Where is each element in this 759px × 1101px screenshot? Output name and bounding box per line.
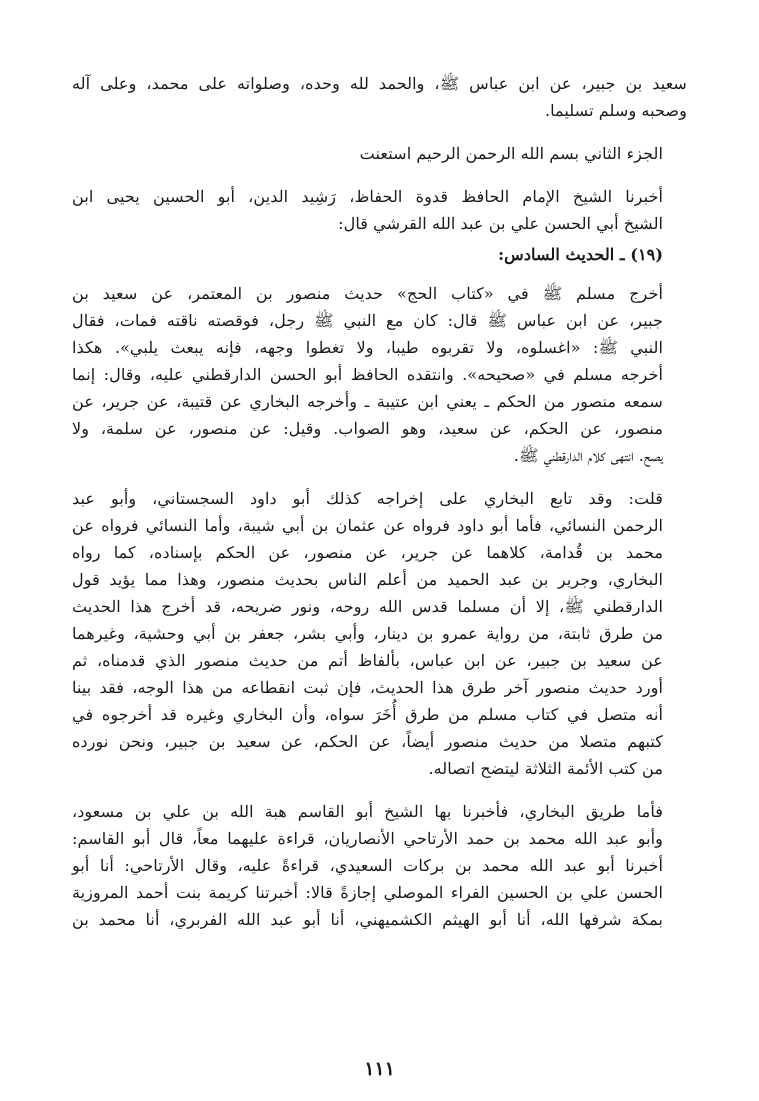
paragraph-isnad-intro [72, 183, 687, 237]
text-line: محمد بن قُدامة، كلاهما عن جرير، عن منصور، عن الحكم بإسناده، كما رواه [72, 543, 663, 562]
text-line: كتبهم متصلا من حديث منصور أيضاً، عن الحكم، عن سعيد بن جبير، ونحن نورده [72, 732, 663, 751]
text-line: الشيخ أبي الحسن علي بن عبد الله القرشي قال: [338, 214, 663, 233]
text-line: فأما طريق البخاري، فأخبرنا بها الشيخ أبو القاسم هبة الله بن علي بن مسعود، [72, 802, 663, 821]
paragraph-hadith-text [72, 280, 687, 469]
text-line: أخرجه مسلم في «صحيحه». وانتقده الحافظ أبو الحسن الدارقطني عليه، وقال: إنما [72, 365, 663, 384]
text-line: وأبو عبد الله محمد بن حمد الأرتاحي الأنصاريان، قراءة عليهما معاً، قال أبو القاسم: [72, 829, 663, 848]
text-line: سعيد بن جبير، عن ابن عباس ﷺ، والحمد لله وحده، وصلواته على محمد، وعلى آله [72, 74, 687, 93]
text-line: بمكة شرفها الله، أنا أبو الهيثم الكشميهني، أنا أبو عبد الله الفربري، أنا محمد بن [72, 910, 663, 929]
text-line: قلت: وقد تابع البخاري على إخراجه كذلك أبو داود السجستاني، وأبو عبد [72, 489, 663, 508]
text-line: سمعه منصور من الحكم ـ يعني ابن عتيبة ـ وأخرجه البخاري عن قتيبة، عن جرير، عن [72, 392, 663, 411]
text-line: أنه متصل في كتاب مسلم من طرق أُخَرَ سواه، وأن البخاري وغيره قد أخرجوه في [72, 705, 663, 724]
text-line: النبي ﷺ: «اغسلوه، ولا تقربوه طيبا، ولا تغطوا وجهه، فإنه يبعث يلبي». هكذا [72, 338, 663, 357]
text-line: الدارقطني ﷺ، إلا أن مسلما قدس الله روحه، ونور ضريحه، قد أخرج هذا الحديث [72, 597, 663, 616]
text-line: الحسن علي بن الحسين الفراء الموصلي إجازةً قالا: أخبرتنا كريمة بنت أحمد المروزية [72, 883, 663, 902]
text-line: أخرج مسلم ﷺ في «كتاب الحج» حديث منصور بن المعتمر، عن سعيد بن [72, 284, 663, 303]
text-line: من كتب الأئمة الثلاثة ليتضح اتصاله. [428, 759, 663, 778]
page-number: ١١١ [364, 1058, 395, 1080]
paragraph-part-two-basmala [72, 140, 687, 167]
text-line: الرحمن النسائي، فأما أبو داود فرواه عن عثمان بن أبي شيبة، وأما النسائي فرواه عن [72, 516, 663, 535]
text-line: أخبرنا الشيخ الإمام الحافظ قدوة الحفاظ، رَشِيد الدين، أبو الحسين يحيى ابن [72, 187, 663, 206]
paragraph-bukhari-chain [72, 798, 687, 933]
hadith-heading-text: (١٩) ـ الحديث السادس: [498, 245, 663, 264]
text-line: عن سعيد بن جبير، عن ابن عباس، بألفاظ أتم من حديث منصور الذي قدمناه، ثم [72, 651, 663, 670]
page-body [72, 70, 687, 949]
text-line: أخبرنا أبو عبد الله محمد بن بركات السعيدي، قراءةً عليه، وقال الأرتاحي: أنا أبو [72, 856, 663, 875]
text-line: من طرق ثابتة، من رواية عمرو بن دينار، وأبي بشر، جعفر بن أبي وحشية، وغيرهما [72, 624, 663, 643]
text-line: جبير، عن ابن عباس ﷺ قال: كان مع النبي ﷺ رجل، فوقصته ناقته فمات، فقال [72, 311, 663, 330]
paragraph-commentary [72, 485, 687, 782]
paragraph-closing-chain [72, 70, 687, 124]
text-line: يصح. انتهى كلام الدارقطني ﷺ. [513, 446, 663, 465]
text-line: منصور، عن الحكم، عن سعيد، وهو الصواب. وقيل: عن منصور، عن سلمة، ولا [72, 419, 663, 438]
text-line: البخاري، وجرير بن عبد الحميد من أعلم الناس بحديث منصور، وهذا مما يؤيد قول [72, 570, 663, 589]
hadith-heading [72, 241, 687, 268]
text-line: وصحبه وسلم تسليما. [544, 101, 687, 120]
text-line: أورد حديث منصور آخر طرق هذا الحديث، فإن ثبت انقطاعه من هذا الوجه، فقد بينا [72, 678, 663, 697]
text-line: الجزء الثاني بسم الله الرحمن الرحيم استعنت [359, 144, 663, 163]
